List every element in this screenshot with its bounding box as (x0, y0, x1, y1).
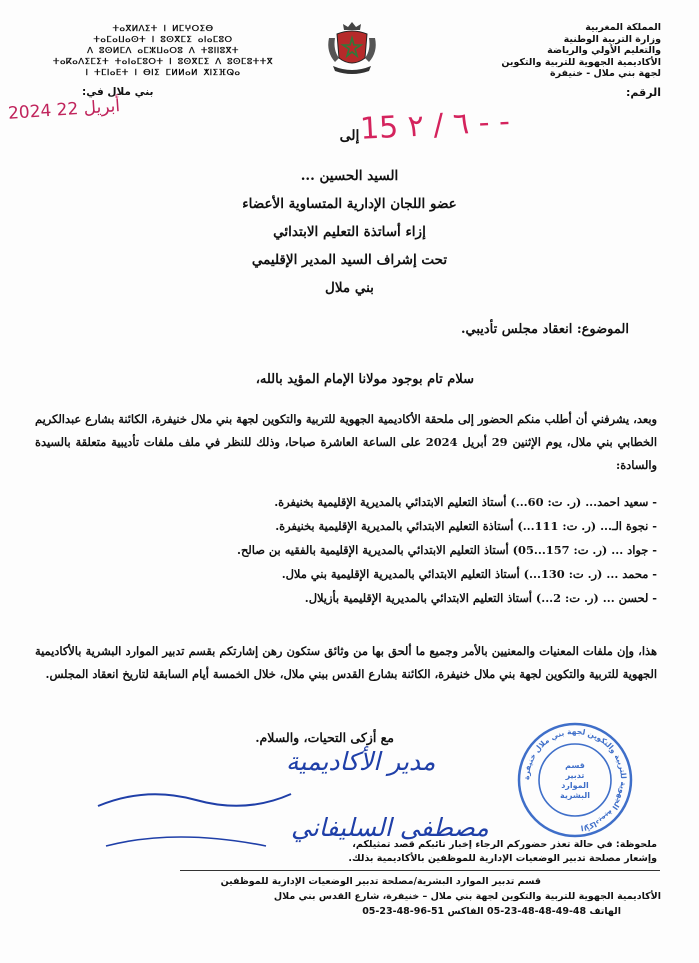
header-line: والتعليم الأولي والرياضة (547, 45, 661, 56)
header-line: ⵜⴰⴳⵍⴷⵉⵜ ⵏ ⵍⵎⵖⵔⵉⴱ (112, 24, 214, 34)
body-files-note: هذا، وإن ملفات المعنيات والمعنيين بالأمر وجميع ما ألحق بها من وثائق ستكون رهن إشارتكم بقسم تدبير الموارد البشرية بالأكاديمية الجهوية للتربية والتكوين لجهة بني ملال خنيفرة، الكائنة بشارع القدس ببني ملال، خلال الخمسة أيام السابقة لتاريخ انعقاد المجلس. (35, 644, 657, 681)
list-item: - سعيد احمد... (ر. ت: 60...) أستاذ التعليم الابتدائي بالمديرية الإقليمية بخنيفرة. (57, 490, 657, 514)
greeting-line: سلام تام بوجود مولانا الإمام المؤيد بالله، (255, 372, 474, 387)
closing-line: مع أزكى التحيات، والسلام. (255, 730, 394, 745)
stamp-center-line: البشرية (560, 791, 590, 800)
header-line: المملكة المغربية (585, 22, 661, 33)
ministry-header-tifinagh (28, 24, 298, 79)
city-date-label: بني ملال في: (82, 86, 154, 98)
stamp-ring-text: الأكاديمية الجهوية للتربية والتكوين لجهة بني ملال خنيفرة (521, 726, 629, 833)
header-line: ⵏ ⵜⵎⵏⴰⴹⵜ ⵏ ⴱⵏⵉ ⵎⵍⵍⴰⵍ ⵅⵏⵉⴼⵕⴰ (85, 68, 241, 78)
address-group: إزاء أساتذة التعليم الابتدائي (273, 224, 426, 240)
address-name: السيد الحسين ... (300, 168, 399, 184)
official-stamp (515, 720, 635, 840)
footer-line: الأكاديمية الجهوية للتربية والتكوين لجهة بني ملال – خنيفرة، شارع القدس بني ملال (273, 891, 661, 902)
address-city: بني ملال (325, 280, 374, 296)
footer-line: قسم تدبير الموارد البشرية/مصلحة تدبير الوضعيات الإدارية للموظفين (220, 876, 541, 887)
body-intro: وبعد، يشرفني أن أطلب منكم الحضور إلى ملحقة الأكاديمية الجهوية للتربية والتكوين لجهة بني ملال خنيفرة، الكائنة بشارع عبدالكريم الخطابي بني ملال، يوم الإثنين 29 أبريل 2024 على الساعة العاشرة صباحا، وذلك للنظر في ملف ملفات تأديبية متعلقة بالسيدة والسادة: (35, 412, 658, 472)
cases-list (57, 490, 657, 610)
stamp-center-line: قسم (565, 761, 585, 770)
header-line: لجهة بني ملال - خنيفرة (550, 68, 661, 79)
footer (101, 874, 661, 919)
address-to: إلى (339, 128, 360, 144)
list-item: - جواد ... (ر. ت: 157...05) أستاذ التعليم الابتدائي بالمديرية الإقليمية بالفقيه بن صالح. (57, 538, 657, 562)
header-line: ⵜⴰⵎⴰⵡⴰⵙⵜ ⵏ ⵓⵙⴳⵎⵉ ⴰⵏⴰⵎⵓⵔ (93, 35, 233, 45)
signature-name: مصطفى السليفاني (291, 813, 489, 842)
header-line: ⴷ ⵓⵙⵍⵎⴷ ⴰⵎⵣⵡⴰⵔⵓ ⴷ ⵜⵓⵏⵏⵓⴳⵜ (87, 46, 239, 56)
footer-line: الهاتف 48-49-48-48-23-05 الفاكس 51-96-48-23-05 (362, 906, 621, 917)
list-item: - محمد ... (ر. ت: 130...) أستاذ التعليم الابتدائي بالمديرية الإقليمية بني ملال. (57, 562, 657, 586)
address-supervision: تحت إشراف السيد المدير الإقليمي (251, 252, 448, 268)
footnote-line: وإشعار مصلحة تدبير الوضعيات الإدارية للموظفين بالأكاديمية بذلك. (348, 853, 657, 864)
subject-line: الموضوع: انعقاد مجلس تأديبي. (460, 322, 629, 337)
list-item: - لحسن ... (ر. ت: 2...) أستاذ التعليم الابتدائي بالمديرية الإقليمية بأزيلال. (57, 586, 657, 610)
handwritten-date: 2024 أبريل 22 (7, 96, 121, 124)
ministry-header-arabic (411, 22, 661, 80)
list-item: - نجوة الـ... (ر. ت: 111...) أستاذة التعليم الابتدائي بالمديرية الإقليمية بخنيفرة. (57, 514, 657, 538)
address-role: عضو اللجان الإدارية المتساوية الأعضاء (242, 196, 457, 212)
footnote (237, 838, 657, 866)
header-line: الأكاديمية الجهوية للتربية والتكوين (501, 56, 661, 68)
reference-label: الرقم: (626, 86, 661, 99)
handwritten-reference: 15 ٦ / ٢ - - (359, 104, 511, 147)
stamp-center-line: الموارد (561, 781, 589, 790)
stamp-center-line: تدبير (565, 771, 585, 780)
royal-emblem-icon (323, 18, 381, 78)
header-line: وزارة التربية الوطنية (563, 33, 661, 45)
footer-divider (180, 870, 660, 871)
signature-title: مدير الأكاديمية (286, 747, 436, 776)
header-line: ⵜⴰⴽⴰⴷⵉⵎⵉⵜ ⵜⴰⵏⴰⵎⵓⵔⵜ ⵏ ⵓⵙⴳⵎⵉ ⴷ ⵓⵙⵎⵓⵜⵜⴳ (52, 57, 274, 67)
footnote-line: ملحوظة: في حالة تعذر حضوركم الرجاء إخبار نائبكم قصد تمثيلكم، (352, 839, 657, 850)
